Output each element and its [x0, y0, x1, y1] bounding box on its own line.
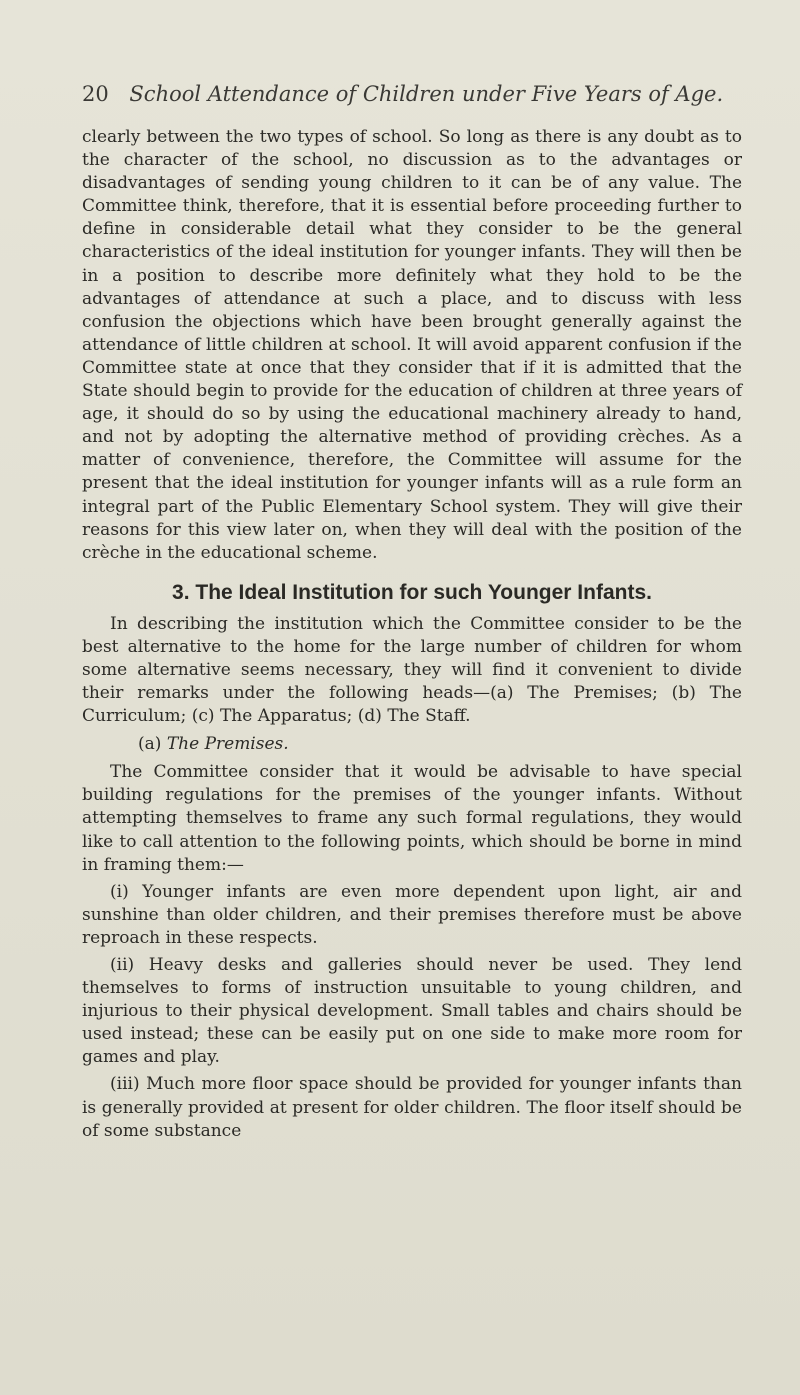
subsection-heading	[82, 733, 742, 756]
list-item: (iii) Much more floor space should be provided for younger infants than is generally provided at present for older children. The floor itself should be of some substance	[82, 1074, 742, 1141]
subsection-label: (a)	[138, 734, 162, 755]
paragraph-continuation: clearly between the two types of school. So long as there is any doubt as to the character of the school, no discussion as to the advantages or disadvantages of sending young children to it can be of any value. The Committee think, therefore, that it is essential before proceeding further to define in considerable detail what they consider to be the general characteristics of the ideal institution for younger infants. They will then be in a position to describe more definitely what they hold to be the advantages of attendance at such a place, and to discuss with less confusion the objections which have been brought generally against the attendance of little children at school. It will avoid apparent confusion if the Committee state at once that they consider that if it is admitted that the State should begin to provide for the education of children at three years of age, it should do so by using the educational machinery already to hand, and not by adopting the alternative method of providing crèches. As a matter of convenience, therefore, the Committee will assume for the present that the ideal institution for younger infants will as a rule form an integral part of the Public Elementary School system. They will give their reasons for this view later on, when they will deal with the position of the crèche in the educational scheme.	[82, 127, 742, 563]
subsection-title: The Premises.	[166, 734, 289, 755]
list-item: (i) Younger infants are even more dependent upon light, air and sunshine than older children, and their premises therefore must be above reproach in these respects.	[82, 881, 742, 948]
running-head	[82, 82, 742, 106]
paragraph-premises: The Committee consider that it would be advisable to have special building regulations for the premises of the younger infants. Without attempting themselves to frame any such formal regulations, they would like to call attention to the following points, which should be borne in mind in framing them:—	[82, 762, 742, 875]
page-number: 20	[82, 82, 109, 106]
list-item: (ii) Heavy desks and galleries should never be used. They lend themselves to forms of instruction unsuitable to young children, and injurious to their physical development. Small tables and chairs should be used instead; these can be easily put on one side to make more room for games and play.	[82, 955, 742, 1068]
section-heading: 3. The Ideal Institution for such Younger Infants.	[172, 580, 652, 604]
page-body	[82, 126, 742, 1143]
running-title: School Attendance of Children under Five Years of Age.	[129, 82, 724, 106]
paragraph-intro: In describing the institution which the Committee consider to be the best alternative to the home for the large number of children for whom some alternative seems necessary, they will find it convenient to divide their remarks under the following heads—(a) The Premises; (b) The Curriculum; (c) The Apparatus; (d) The Staff.	[82, 613, 742, 727]
